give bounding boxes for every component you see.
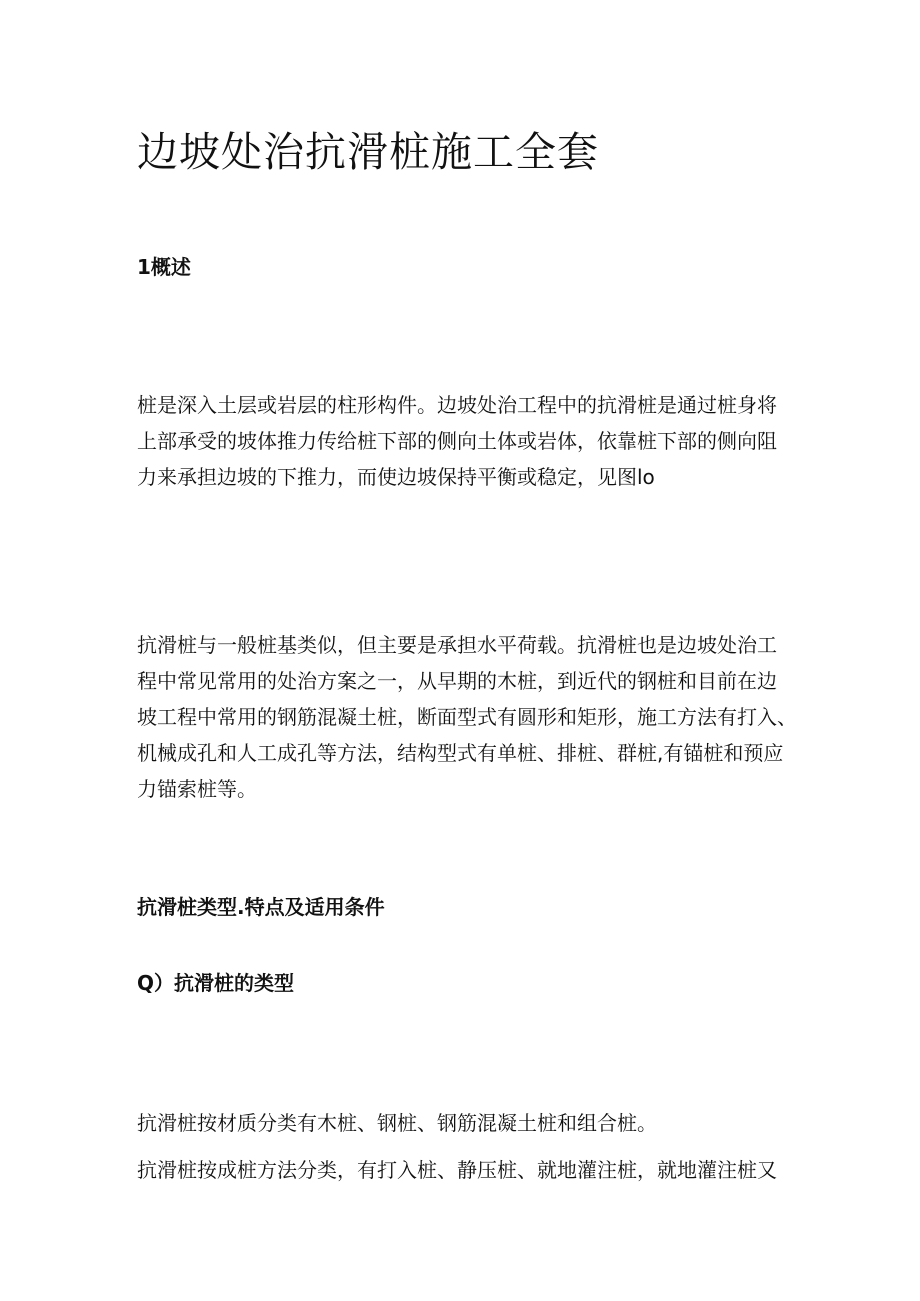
paragraph-line: 机械成孔和人工成孔等方法，结构型式有单桩、排桩、群桩,有锚桩和预应 (137, 741, 784, 765)
subheading-types-features: 抗滑桩类型.特点及适用条件 (137, 895, 385, 919)
paragraph-line: 坡工程中常用的钢筋混凝土桩，断面型式有圆形和矩形，施工方法有打入、 (137, 705, 797, 729)
document-title: 边坡处治抗滑桩施工全套 (137, 128, 599, 176)
paragraph-construction-classification (137, 1152, 797, 1188)
paragraph-line: 力来承担边坡的下推力，而使边坡保持平衡或稳定，见图lo (137, 465, 655, 489)
paragraph-line: 抗滑桩按材质分类有木桩、钢桩、钢筋混凝土桩和组合桩。 (137, 1111, 657, 1135)
paragraph-material-classification (137, 1105, 797, 1141)
paragraph-line: 程中常见常用的处治方案之一，从早期的木桩，到近代的钢桩和目前在边 (137, 669, 777, 693)
subheading-pile-types: Q）抗滑桩的类型 (137, 971, 295, 995)
paragraph-anti-slide-pile-overview (137, 627, 797, 807)
section-heading-overview: 1概述 (137, 255, 191, 279)
paragraph-line: 力锚索桩等。 (137, 777, 257, 801)
paragraph-pile-definition (137, 387, 797, 495)
paragraph-line: 抗滑桩按成桩方法分类，有打入桩、静压桩、就地灌注桩，就地灌注桩又 (137, 1158, 777, 1182)
paragraph-line: 抗滑桩与一般桩基类似，但主要是承担水平荷载。抗滑桩也是边坡处治工 (137, 633, 777, 657)
paragraph-line: 桩是深入土层或岩层的柱形构件。边坡处治工程中的抗滑桩是通过桩身将 (137, 393, 777, 417)
paragraph-line: 上部承受的坡体推力传给桩下部的侧向土体或岩体，依靠桩下部的侧向阻 (137, 429, 777, 453)
